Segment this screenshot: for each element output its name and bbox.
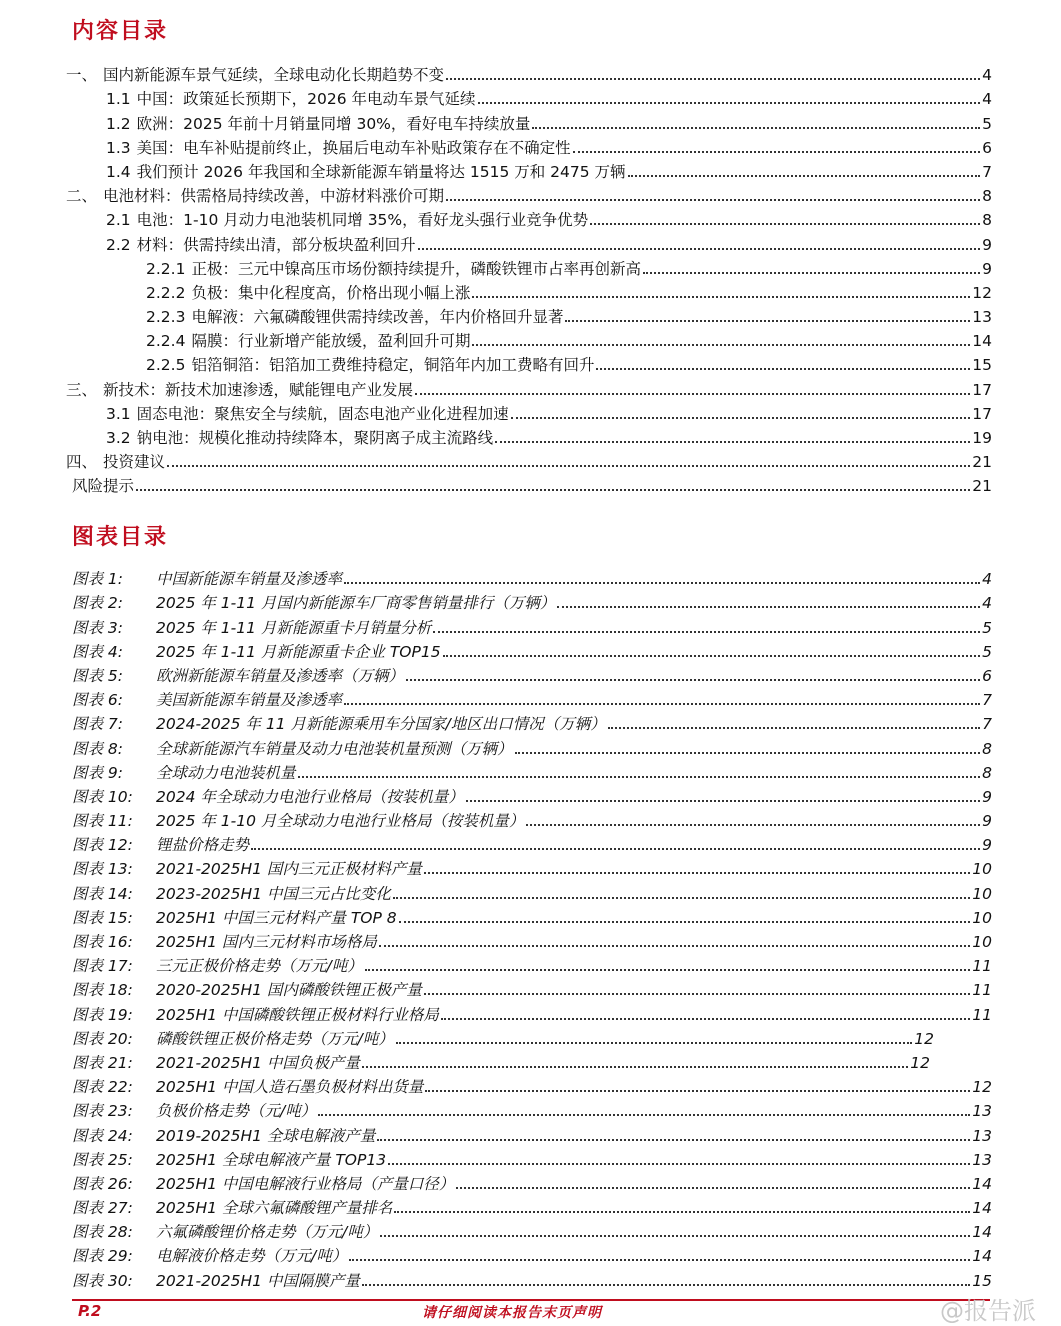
toc-entry-page: 21: [972, 477, 992, 496]
figure-entry-page: 7: [982, 691, 992, 710]
toc-entry-number: 2.2.4: [146, 332, 186, 351]
dot-leader: [532, 126, 980, 129]
figure-entry[interactable]: [72, 928, 992, 952]
toc-entry[interactable]: [66, 351, 992, 375]
toc-entry-number: 三、: [66, 380, 98, 399]
figure-entry-text: 电解液价格走势（万元/吨）: [156, 1247, 348, 1266]
dot-leader: [456, 1186, 970, 1189]
figure-entry-label: 图表 24:: [72, 1126, 133, 1145]
figure-entry-page: 5: [982, 618, 992, 637]
toc-entry-page: 21: [972, 453, 992, 472]
toc-entry-text: 国内新能源车景气延续，全球电动化长期趋势不变: [103, 66, 445, 85]
figure-entry[interactable]: [72, 1073, 992, 1097]
figure-entry-label: 图表 19:: [72, 1005, 133, 1024]
figure-entry-label: 图表 3:: [72, 618, 124, 637]
figure-entry-label: 图表 13:: [72, 860, 133, 879]
figure-entry-label: 图表 7:: [72, 715, 124, 734]
toc-entry[interactable]: [66, 400, 992, 424]
figure-entry-label: 图表 21:: [72, 1053, 133, 1072]
figure-entry-text: 六氟磷酸锂价格走势（万元/吨）: [156, 1223, 379, 1242]
toc-entry[interactable]: [66, 61, 992, 85]
toc-entry-label: [146, 355, 594, 375]
toc-entry-number: 1.4: [106, 162, 131, 181]
toc-entry-page: 7: [982, 162, 992, 181]
toc-entry-text: 铝箔铜箔：铝箔加工费维持稳定，铜箔年内加工费略有回升: [191, 356, 595, 375]
toc-entry[interactable]: [66, 85, 992, 109]
toc-entry-text: 中国：政策延长预期下，2026 年电动车景气延续: [136, 90, 476, 109]
figure-entry-page: 15: [972, 1271, 992, 1290]
figure-entry-label: 图表 1:: [72, 570, 124, 589]
figure-entry-label: 图表 17:: [72, 957, 133, 976]
dot-leader: [379, 944, 970, 947]
figure-entry-label: 图表 29:: [72, 1247, 133, 1266]
figure-entry-label: 图表 16:: [72, 933, 133, 951]
dot-leader: [565, 319, 970, 322]
dot-leader: [466, 799, 980, 802]
toc-entry-label: [146, 283, 470, 303]
figure-entry[interactable]: [72, 759, 992, 783]
figure-entry-label: 图表 12:: [72, 836, 133, 855]
toc-entry-text: 投资建议: [103, 453, 166, 472]
toc-entry[interactable]: [66, 255, 992, 279]
figure-entry[interactable]: [72, 976, 992, 1000]
toc-entry[interactable]: [66, 279, 992, 303]
figure-entry[interactable]: [72, 1266, 992, 1290]
toc-entry-text: 欧洲：2025 年前十月销量同增 30%，看好电车持续放量: [136, 114, 531, 133]
toc-entry-page: 19: [972, 429, 992, 447]
dot-leader: [643, 271, 980, 274]
figure-entry-label: 图表 2:: [72, 594, 124, 613]
dot-leader: [318, 1113, 970, 1116]
toc-entry-page: 17: [972, 404, 992, 423]
figure-entry-page: 12: [972, 1078, 992, 1097]
toc-entry-number: 一、: [66, 66, 98, 85]
dot-leader: [425, 1089, 970, 1092]
figure-entry-text: 2025H1 中国三元材料产量 TOP 8: [156, 908, 397, 927]
toc-entry-label: [106, 404, 509, 424]
figure-entry-page: 11: [972, 1005, 992, 1024]
dot-leader: [418, 247, 980, 250]
toc-entry-number: 3.2: [106, 429, 131, 447]
toc-entry[interactable]: [66, 375, 992, 399]
table-of-contents: [66, 61, 992, 496]
dot-leader: [472, 343, 970, 346]
figure-entry-label: 图表 10:: [72, 787, 133, 806]
dot-leader: [433, 630, 980, 633]
toc-entry-text: 电解液：六氟磷酸锂供需持续改善，年内价格回升显著: [191, 308, 564, 327]
figure-entry-label: 图表 25:: [72, 1150, 133, 1169]
dot-leader: [251, 847, 980, 850]
toc-entry[interactable]: [66, 182, 992, 206]
dot-leader: [365, 968, 971, 971]
dot-leader: [515, 751, 981, 754]
dot-leader: [424, 871, 970, 874]
dot-leader: [396, 1041, 913, 1044]
figure-entry-text: 2024 年全球动力电池行业格局（按装机量）: [156, 787, 464, 806]
toc-entry-text: 正极：三元中镍高压市场份额持续提升，磷酸铁锂市占率再创新高: [191, 259, 641, 278]
toc-entry-number: 1.3: [106, 138, 131, 157]
dot-leader: [399, 920, 971, 923]
toc-entry-label: [146, 259, 641, 279]
toc-entry-text: 隔膜：行业新增产能放缓，盈利回升可期: [191, 332, 471, 351]
toc-entry-number: 二、: [66, 187, 98, 206]
figure-entry-text: 2025H1 全球电解液产量 TOP13: [156, 1150, 387, 1169]
figure-entry-label: 图表 27:: [72, 1199, 133, 1218]
figure-entry-text: 欧洲新能源车销量及渗透率（万辆）: [156, 666, 405, 685]
toc-entry-label: [106, 138, 571, 158]
figure-entry[interactable]: [72, 1170, 992, 1194]
figure-entry-label: 图表 28:: [72, 1223, 133, 1242]
toc-entry-label: [146, 307, 563, 327]
figure-entry-text: 2025H1 国内三元材料市场格局: [156, 933, 377, 951]
toc-entry-label: [106, 162, 626, 182]
figure-entry-page: 10: [972, 908, 992, 927]
toc-entry-number: 2.2.2: [146, 283, 186, 302]
figure-entry-page: 9: [982, 836, 992, 855]
figure-entry[interactable]: [72, 855, 992, 879]
watermark: @报告派: [940, 1297, 1036, 1325]
toc-entry-text: 美国：电车补贴提前终止，换届后电动车补贴政策存在不确定性: [136, 138, 571, 157]
dot-leader: [344, 581, 980, 584]
toc-entry-page: 5: [982, 114, 992, 133]
figure-entry[interactable]: [72, 783, 992, 807]
dot-leader: [526, 823, 980, 826]
figure-entry[interactable]: [72, 952, 992, 976]
toc-entry-label: [146, 331, 470, 351]
figure-entry-page: 14: [972, 1247, 992, 1266]
dot-leader: [415, 392, 970, 395]
toc-entry-page: 17: [972, 380, 992, 399]
dot-leader: [388, 1162, 970, 1165]
figure-entry-text: 2021-2025H1 国内三元正极材料产量: [156, 860, 422, 879]
figure-entry[interactable]: [72, 904, 992, 928]
toc-entry-label: [66, 186, 444, 206]
toc-entry-page: 13: [972, 308, 992, 327]
toc-entry-page: 15: [972, 356, 992, 375]
figure-entry[interactable]: [72, 1121, 992, 1145]
toc-entry-number: 2.1: [106, 211, 131, 230]
figure-entry[interactable]: [72, 1242, 992, 1266]
toc-entry[interactable]: [66, 206, 992, 230]
figure-entry-text: 2025 年 1-11 月国内新能源车厂商零售销量排行（万辆）: [156, 594, 556, 613]
figure-entry-text: 2025 年 1-11 月新能源重卡月销量分析: [156, 618, 432, 637]
figure-entry[interactable]: [72, 1025, 934, 1049]
toc-entry-page: 4: [982, 90, 992, 109]
figure-entry-label: 图表 14:: [72, 884, 133, 903]
toc-entry[interactable]: [66, 109, 992, 133]
toc-entry-label: [106, 89, 476, 109]
dot-leader: [472, 295, 970, 298]
toc-entry-text: 新技术：新技术加速渗透，赋能锂电产业发展: [103, 380, 414, 399]
toc-entry-text: 钠电池：规模化推动持续降本，聚阴离子成主流路线: [136, 429, 494, 447]
toc-entry-label: [66, 476, 134, 496]
toc-entry-number: 1.1: [106, 90, 131, 109]
toc-entry-label: [66, 65, 444, 85]
dot-leader: [596, 367, 970, 370]
figure-entry-label: 图表 9:: [72, 763, 124, 782]
dot-leader: [362, 1065, 908, 1068]
toc-entry-page: 9: [982, 259, 992, 278]
dot-leader: [344, 702, 980, 705]
figure-entry-text: 2025H1 中国人造石墨负极材料出货量: [156, 1078, 424, 1097]
dot-leader: [406, 678, 980, 681]
figure-entry[interactable]: [72, 1194, 992, 1218]
figure-entry-page: 14: [972, 1199, 992, 1218]
figure-entry-page: 11: [972, 981, 992, 1000]
figure-entry-page: 14: [972, 1223, 992, 1242]
figure-entry-text: 2025H1 全球六氟磷酸锂产量排名: [156, 1199, 393, 1218]
figure-entry[interactable]: [72, 1049, 930, 1073]
figure-entry[interactable]: [72, 807, 992, 831]
figure-entry[interactable]: [72, 1000, 992, 1024]
figure-entry-text: 2025 年 1-11 月新能源重卡企业 TOP15: [156, 642, 441, 661]
figure-entry[interactable]: [72, 589, 992, 613]
figure-entry-text: 2019-2025H1 全球电解液产量: [156, 1126, 376, 1145]
toc-entry-number: 1.2: [106, 114, 131, 133]
toc-entry-number: 2.2.5: [146, 356, 186, 375]
figure-entry[interactable]: [72, 686, 992, 710]
figure-entry-text: 2021-2025H1 中国负极产量: [156, 1053, 360, 1072]
dot-leader: [349, 1258, 970, 1261]
figure-entry[interactable]: [72, 879, 992, 903]
dot-leader: [167, 464, 970, 467]
figure-entry-label: 图表 5:: [72, 666, 124, 685]
toc-entry-label: [66, 380, 413, 400]
page-number: P.2: [78, 1302, 102, 1320]
dot-leader: [557, 605, 980, 608]
figure-entry-page: 12: [910, 1053, 930, 1072]
toc-entry-page: 9: [982, 235, 992, 254]
footer-divider: [72, 1299, 990, 1301]
toc-entry-number: 3.1: [106, 404, 131, 423]
toc-entry[interactable]: [66, 327, 992, 351]
figure-entry-label: 图表 4:: [72, 642, 124, 661]
toc-entry-number: 2.2.3: [146, 308, 186, 327]
figure-entry-text: 2023-2025H1 中国三元占比变化: [156, 884, 391, 903]
figure-entry-page: 13: [972, 1126, 992, 1145]
figure-entry[interactable]: [72, 638, 992, 662]
toc-entry-number: 四、: [66, 453, 98, 472]
dot-leader: [298, 775, 981, 778]
figure-entry-text: 磷酸铁锂正极价格走势（万元/吨）: [156, 1029, 394, 1048]
dot-leader: [362, 1283, 970, 1286]
figure-entry[interactable]: [72, 1218, 992, 1242]
figure-entry-page: 4: [982, 570, 992, 589]
figure-entry-label: 图表 30:: [72, 1271, 133, 1290]
dot-leader: [495, 440, 970, 443]
toc-entry-label: [106, 114, 530, 134]
figure-entry-page: 10: [972, 884, 992, 903]
figure-entry-page: 13: [972, 1102, 992, 1121]
toc-title: 内容目录: [72, 18, 169, 44]
figure-entry[interactable]: [72, 1097, 992, 1121]
toc-entry-label: [106, 210, 588, 230]
dot-leader: [441, 1017, 970, 1020]
toc-entry-label: [66, 452, 165, 472]
figure-list: [72, 565, 992, 1291]
dot-leader: [393, 896, 970, 899]
figure-entry-page: 13: [972, 1150, 992, 1169]
figure-entry-page: 12: [914, 1029, 934, 1048]
figure-entry-label: 图表 20:: [72, 1029, 133, 1048]
figure-entry-label: 图表 11:: [72, 812, 133, 831]
toc-entry-text: 我们预计 2026 年我国和全球新能源车销量将达 1515 万和 2475 万辆: [136, 162, 626, 181]
figure-entry-text: 2025 年 1-10 月全球动力电池行业格局（按装机量）: [156, 812, 525, 831]
figure-entry-label: 图表 8:: [72, 739, 124, 758]
figure-entry[interactable]: [72, 1146, 992, 1170]
figure-entry-text: 中国新能源车销量及渗透率: [156, 570, 343, 589]
figure-entry-page: 9: [982, 812, 992, 831]
dot-leader: [511, 416, 971, 419]
figure-entry-text: 2020-2025H1 国内磷酸铁锂正极产量: [156, 981, 422, 1000]
dot-leader: [628, 174, 981, 177]
figure-entry-text: 美国新能源车销量及渗透率: [156, 691, 343, 710]
figure-entry-label: 图表 26:: [72, 1174, 133, 1193]
figure-entry-label: 图表 23:: [72, 1102, 133, 1121]
figure-entry-page: 4: [982, 594, 992, 613]
figure-entry[interactable]: [72, 734, 992, 758]
figure-list-title: 图表目录: [72, 524, 169, 550]
toc-entry[interactable]: [66, 158, 992, 182]
figure-entry-page: 14: [972, 1174, 992, 1193]
toc-entry[interactable]: [66, 230, 992, 254]
figure-entry-label: 图表 22:: [72, 1078, 133, 1097]
dot-leader: [443, 654, 981, 657]
toc-entry-text: 材料：供需持续出清，部分板块盈利回升: [136, 235, 416, 254]
figure-entry-text: 全球动力电池装机量: [156, 763, 296, 782]
figure-entry-text: 2024-2025 年 11 月新能源乘用车分国家/地区出口情况（万辆）: [156, 715, 606, 734]
figure-entry-page: 7: [982, 715, 992, 734]
toc-entry-page: 8: [982, 187, 992, 206]
toc-entry-label: [106, 235, 416, 255]
toc-entry-text: 电池：1-10 月动力电池装机同增 35%，看好龙头强行业竞争优势: [136, 211, 589, 230]
dot-leader: [478, 101, 981, 104]
figure-entry-page: 10: [972, 933, 992, 951]
figure-entry-page: 8: [982, 739, 992, 758]
figure-entry-label: 图表 18:: [72, 981, 133, 1000]
toc-entry-text: 电池材料：供需格局持续改善，中游材料涨价可期: [103, 187, 445, 206]
dot-leader: [590, 222, 980, 225]
dot-leader: [424, 992, 970, 995]
figure-entry-text: 2025H1 中国磷酸铁锂正极材料行业格局: [156, 1005, 439, 1024]
toc-entry-page: 12: [972, 283, 992, 302]
figure-entry[interactable]: [72, 831, 992, 855]
dot-leader: [394, 1210, 970, 1213]
figure-entry-text: 全球新能源汽车销量及动力电池装机量预测（万辆）: [156, 739, 513, 758]
toc-entry-page: 8: [982, 211, 992, 230]
figure-entry[interactable]: [72, 662, 992, 686]
toc-entry[interactable]: [66, 472, 992, 496]
figure-entry-text: 2025H1 中国电解液行业格局（产量口径）: [156, 1174, 455, 1193]
figure-entry[interactable]: [72, 710, 992, 734]
figure-entry-page: 9: [982, 787, 992, 806]
toc-entry-number: 2.2.1: [146, 259, 186, 278]
dot-leader: [377, 1138, 970, 1141]
dot-leader: [446, 77, 980, 80]
toc-entry-number: 2.2: [106, 235, 131, 254]
figure-entry-page: 10: [972, 860, 992, 879]
toc-entry-text: 风险提示: [72, 477, 135, 496]
figure-entry-page: 8: [982, 763, 992, 782]
figure-entry-text: 三元正极价格走势（万元/吨）: [156, 957, 363, 976]
figure-entry[interactable]: [72, 613, 992, 637]
toc-entry[interactable]: [66, 134, 992, 158]
footer-disclaimer: 请仔细阅读本报告末页声明: [422, 1305, 602, 1321]
dot-leader: [446, 198, 980, 201]
figure-entry-label: 图表 6:: [72, 691, 124, 710]
figure-entry-text: 锂盐价格走势: [156, 836, 250, 855]
figure-entry-page: 11: [972, 957, 992, 976]
dot-leader: [136, 488, 970, 491]
figure-entry-page: 6: [982, 666, 992, 685]
figure-entry-label: 图表 15:: [72, 908, 133, 927]
figure-entry-page: 5: [982, 642, 992, 661]
figure-entry-text: 2021-2025H1 中国隔膜产量: [156, 1271, 360, 1290]
toc-entry[interactable]: [66, 424, 992, 448]
dot-leader: [573, 150, 980, 153]
dot-leader: [608, 726, 980, 729]
toc-entry-page: 4: [982, 66, 992, 85]
toc-entry-page: 6: [982, 138, 992, 157]
toc-entry[interactable]: [66, 303, 992, 327]
toc-entry-label: [106, 428, 493, 448]
toc-entry[interactable]: [66, 448, 992, 472]
figure-entry[interactable]: [72, 565, 992, 589]
toc-entry-text: 负极：集中化程度高，价格出现小幅上涨: [191, 283, 471, 302]
dot-leader: [380, 1234, 970, 1237]
toc-entry-page: 14: [972, 332, 992, 351]
figure-entry-text: 负极价格走势（元/吨）: [156, 1102, 317, 1121]
toc-entry-text: 固态电池：聚焦安全与续航，固态电池产业化进程加速: [136, 404, 509, 423]
